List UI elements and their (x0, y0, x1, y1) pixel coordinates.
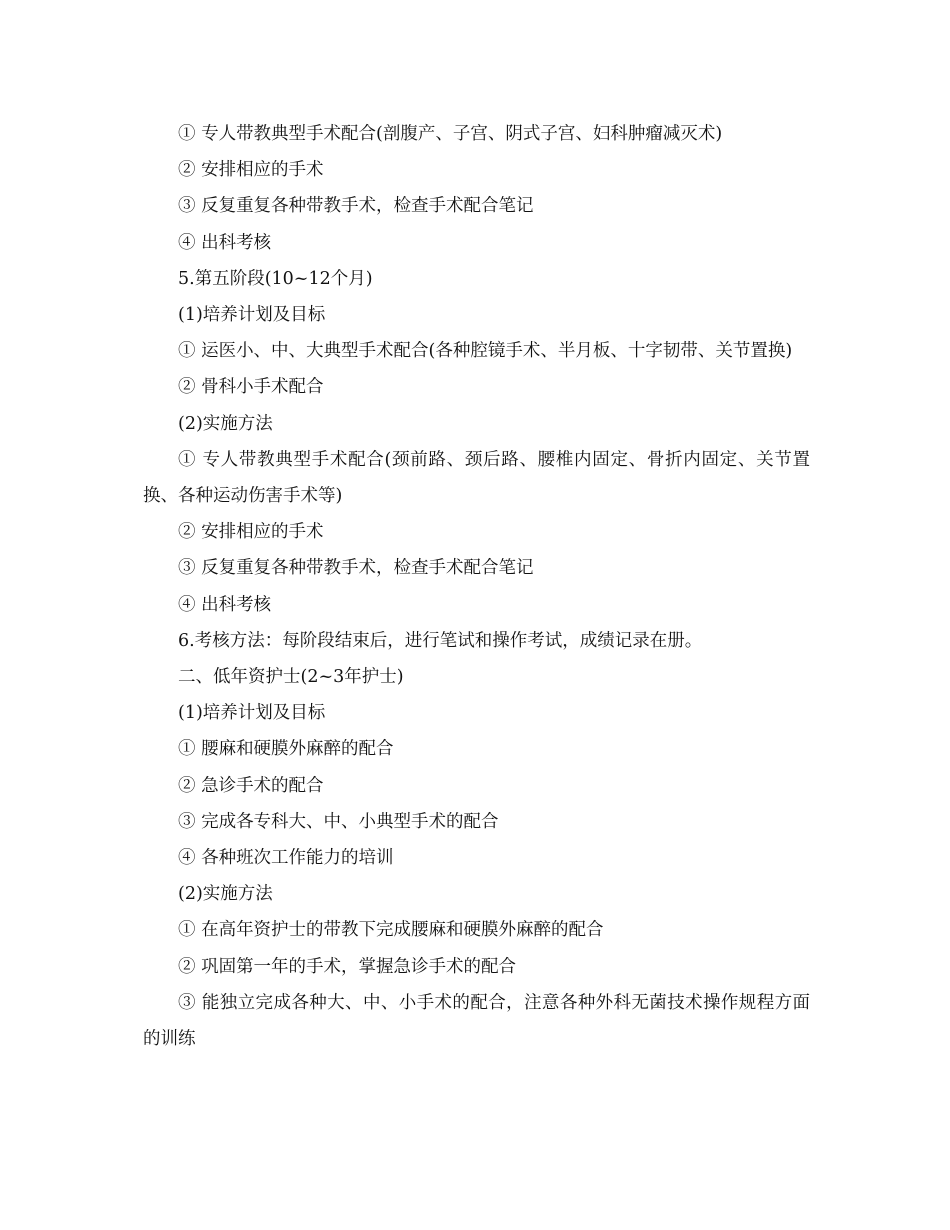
section-heading: 二、低年资护士(2~3年护士) (178, 667, 404, 688)
paragraph: ② 安排相应的手术 (178, 160, 324, 181)
paragraph: ③ 反复重复各种带教手术，检查手术配合笔记 (178, 196, 534, 217)
paragraph: ① 在高年资护士的带教下完成腰麻和硬膜外麻醉的配合 (178, 920, 604, 941)
paragraph: ① 腰麻和硬膜外麻醉的配合 (178, 739, 394, 760)
paragraph: ② 急诊手术的配合 (178, 775, 324, 796)
section-heading: 6.考核方法：每阶段结束后，进行笔试和操作考试，成绩记录在册。 (178, 630, 703, 651)
sub-heading: (1)培养计划及目标 (178, 703, 326, 724)
paragraph: ④ 出科考核 (178, 232, 272, 253)
paragraph: ④ 各种班次工作能力的培训 (178, 848, 394, 869)
paragraph: ① 专人带教典型手术配合(剖腹产、子宫、阴式子宫、妇科肿瘤减灭术) (178, 124, 723, 144)
paragraph: ② 骨科小手术配合 (178, 377, 324, 398)
paragraph: ④ 出科考核 (178, 594, 272, 615)
paragraph: ② 巩固第一年的手术，掌握急诊手术的配合 (178, 956, 517, 977)
document-body (143, 116, 810, 1057)
section-heading: 5.第五阶段(10~12个月) (178, 268, 373, 289)
paragraph: ① 专人带教典型手术配合(颈前路、颈后路、腰椎内固定、骨折内固定、关节置换、各种运动伤害手术等) (143, 449, 810, 507)
sub-heading: (1)培养计划及目标 (178, 305, 326, 326)
paragraph: ③ 反复重复各种带教手术，检查手术配合笔记 (178, 558, 534, 579)
paragraph: ② 安排相应的手术 (178, 522, 324, 543)
paragraph: ① 运医小、中、大典型手术配合(各种腔镜手术、半月板、十字韧带、关节置换) (178, 341, 793, 362)
sub-heading: (2)实施方法 (178, 413, 273, 434)
sub-heading: (2)实施方法 (178, 884, 273, 905)
paragraph: ③ 能独立完成各种大、中、小手术的配合，注意各种外科无菌技术操作规程方面的训练 (143, 992, 810, 1050)
paragraph: ③ 完成各专科大、中、小典型手术的配合 (178, 811, 499, 832)
